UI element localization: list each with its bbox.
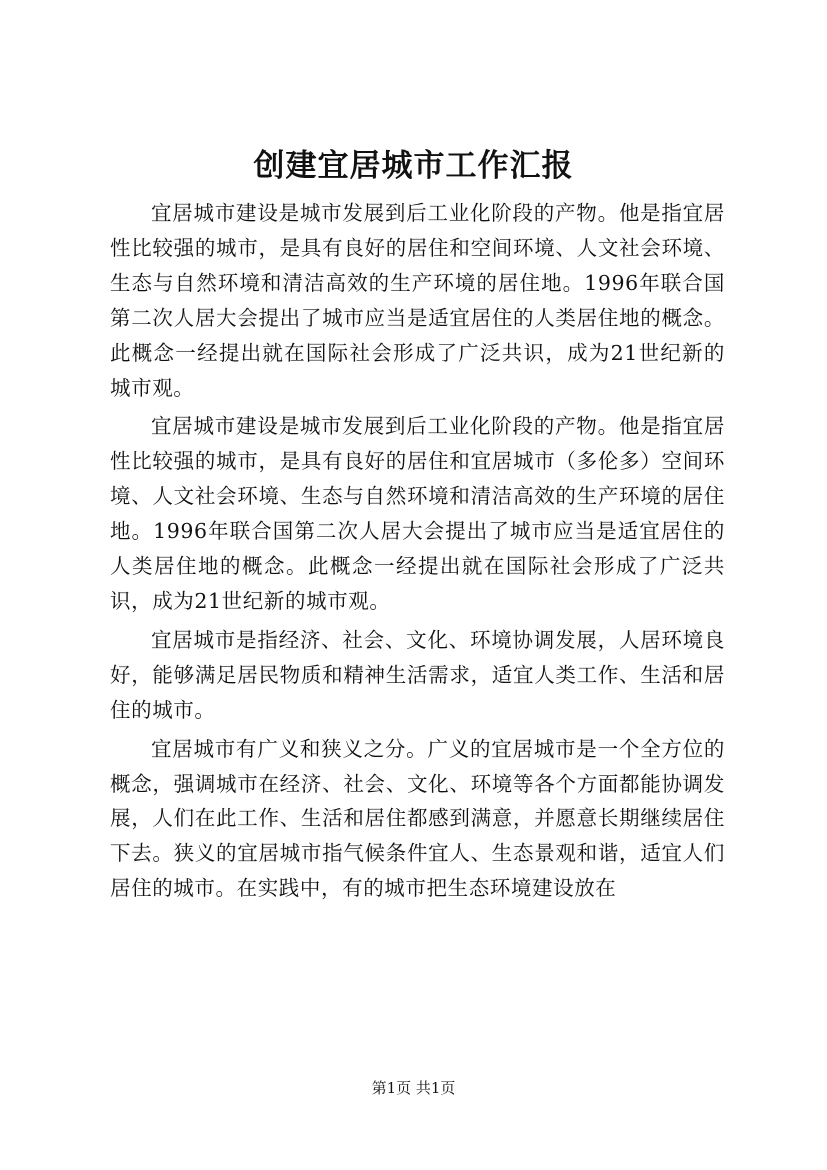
paragraph: 宜居城市是指经济、社会、文化、环境协调发展，人居环境良好，能够满足居民物质和精神生活需求，适宜人类工作、生活和居住的城市。 xyxy=(110,627,725,722)
page-number-footer: 第1页 共1页 xyxy=(371,1079,456,1097)
document-title: 创建宜居城市工作汇报 xyxy=(253,148,574,184)
paragraph: 宜居城市有广义和狭义之分。广义的宜居城市是一个全方位的概念，强调城市在经济、社会、文化、环境等各个方面都能协调发展，人们在此工作、生活和居住都感到满意，并愿意长期继续居住下去。狭义的宜居城市指气候条件宜人、生态景观和谐，适宜人们居住的城市。在实践中，有的城市把生态环境建设放在 xyxy=(110,736,725,901)
document-body xyxy=(110,196,725,910)
paragraph: 宜居城市建设是城市发展到后工业化阶段的产物。他是指宜居性比较强的城市，是具有良好的居住和空间环境、人文社会环境、生态与自然环境和清洁高效的生产环境的居住地。1996年联合国第二次人居大会提出了城市应当是适宜居住的人类居住地的概念。此概念一经提出就在国际社会形成了广泛共识，成为21世纪新的城市观。 xyxy=(110,201,725,400)
paragraph: 宜居城市建设是城市发展到后工业化阶段的产物。他是指宜居性比较强的城市，是具有良好的居住和宜居城市（多伦多）空间环境、人文社会环境、生态与自然环境和清洁高效的生产环境的居住地。1996年联合国第二次人居大会提出了城市应当是适宜居住的人类居住地的概念。此概念一经提出就在国际社会形成了广泛共识，成为21世纪新的城市观。 xyxy=(110,414,725,613)
